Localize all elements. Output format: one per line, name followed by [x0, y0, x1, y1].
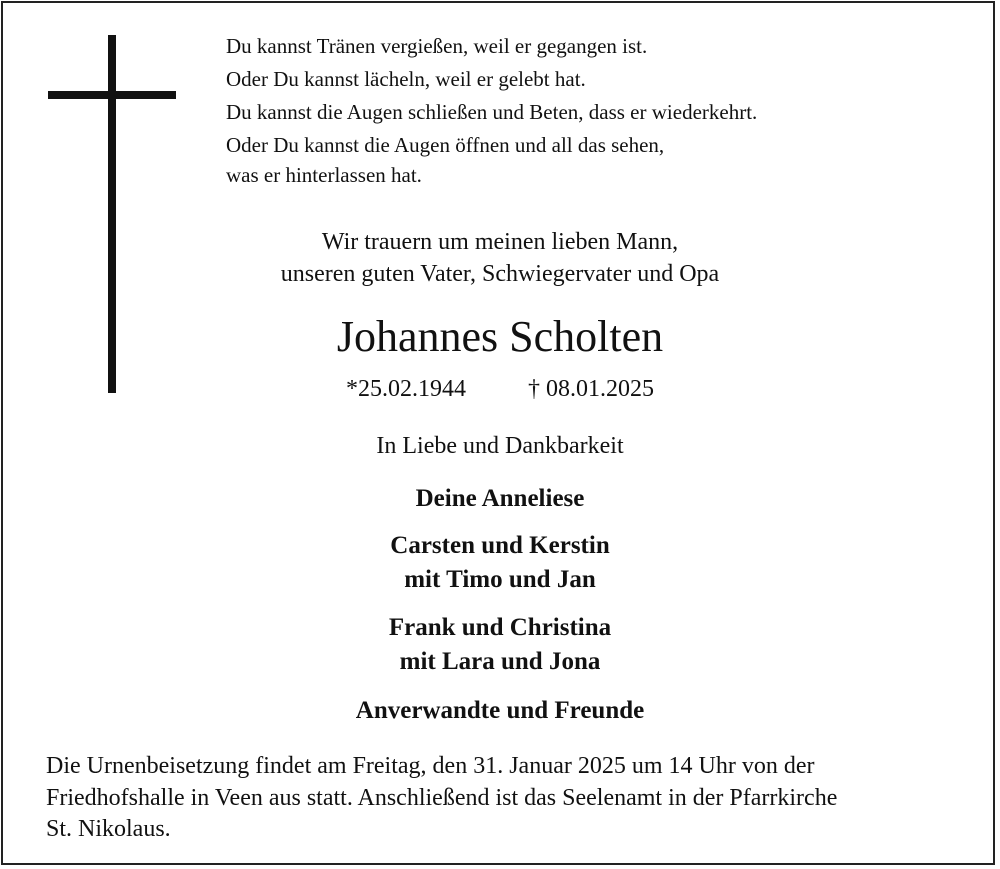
poem [226, 30, 757, 192]
poem-line: Du kannst Tränen vergießen, weil er gegangen ist. [226, 34, 648, 58]
mourner-line: mit Timo und Jan [404, 566, 596, 593]
mourning-intro [0, 226, 1000, 290]
poem-line: Oder Du kannst lächeln, weil er gelebt hat. [226, 67, 586, 91]
mourner-group [0, 694, 1000, 728]
mourner-line: Frank und Christina [388, 614, 612, 641]
death-date: † 08.01.2025 [528, 376, 654, 402]
birth-date: *25.02.1944 [346, 376, 466, 402]
mourner-group [0, 482, 1000, 516]
mourner-line: Carsten und Kerstin [390, 532, 610, 559]
intro-line: unseren guten Vater, Schwiegervater und Opa [280, 261, 720, 287]
intro-line: Wir trauern um meinen lieben Mann, [321, 229, 679, 255]
poem-line: was er hinterlassen hat. [226, 163, 422, 187]
mourner-group [0, 611, 1000, 679]
mourner-group [0, 529, 1000, 597]
notice-line: Die Urnenbeisetzung findet am Freitag, den 31. Januar 2025 um 14 Uhr von der [46, 753, 815, 779]
mourner-line: Anverwandte und Freunde [355, 697, 645, 724]
deceased-name: Johannes Scholten [336, 312, 664, 361]
poem-line: Oder Du kannst die Augen öffnen und all das sehen, [226, 133, 665, 157]
closing-phrase: In Liebe und Dankbarkeit [376, 433, 624, 459]
notice-line: Friedhofshalle in Veen aus statt. Anschließend ist das Seelenamt in der Pfarrkirche [46, 784, 838, 811]
mourner-line: mit Lara und Jona [399, 648, 601, 675]
cross-symbol-horizontal [48, 91, 176, 99]
funeral-notice [46, 751, 966, 846]
notice-line: St. Nikolaus. [46, 816, 171, 842]
life-dates [0, 373, 1000, 405]
poem-line: Du kannst die Augen schließen und Beten, dass er wiederkehrt. [226, 100, 758, 124]
mourner-line: Deine Anneliese [415, 485, 585, 512]
